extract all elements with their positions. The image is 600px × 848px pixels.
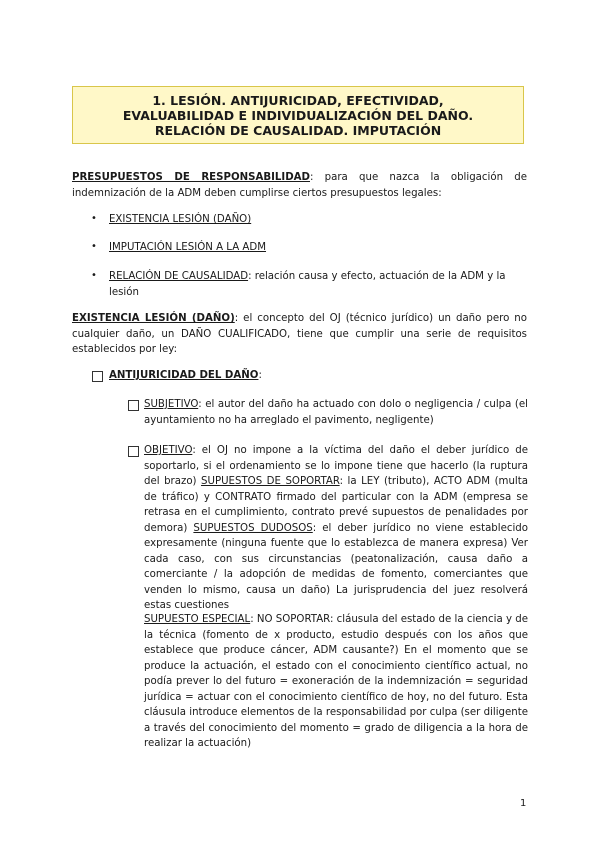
bullet-dot: •: [91, 270, 97, 281]
presupuestos-heading: PRESUPUESTOS DE RESPONSABILIDAD: [72, 172, 310, 183]
bullet-dot: •: [91, 241, 97, 252]
especial-paragraph: [144, 612, 528, 752]
checkbox-icon: [92, 371, 103, 382]
objetivo-text-2: : la LEY (tributo), ACTO ADM (multa de tráfico) y CONTRATO firmado del particular con la ADM (empresa se retrasa en el cumplimiento, contrato prevé supuestos de penalidades por demora): [144, 476, 528, 534]
page-number: 1: [520, 798, 527, 809]
subjetivo-label: SUBJETIVO: [144, 399, 199, 410]
bullet-item-existencia: [109, 212, 529, 228]
bullet-text: : relación causa y efecto, actuación de la ADM y la lesión: [109, 271, 506, 298]
presupuestos-paragraph: [72, 170, 527, 201]
title-box: [72, 86, 524, 144]
bullet-dot: •: [91, 213, 97, 224]
checkbox-icon: [128, 400, 139, 411]
checkbox-icon: [128, 446, 139, 457]
objetivo-paragraph: [144, 443, 528, 614]
bullet-label: EXISTENCIA LESIÓN (DAÑO): [109, 214, 252, 225]
presupuestos-text: : para que nazca la obligación de indemnización de la ADM deben cumplirse ciertos presupuestos legales:: [72, 172, 527, 199]
supuestos-dudosos-label: SUPUESTOS DUDOSOS: [193, 522, 313, 534]
existencia-paragraph: [72, 311, 527, 358]
existencia-text: : el concepto del OJ (técnico jurídico) un daño pero no cualquier daño, un DAÑO CUALIFICADO, tiene que cumplir una serie de requisitos establecidos por ley:: [72, 313, 527, 355]
especial-label: SUPUESTO ESPECIAL: [144, 614, 251, 625]
antijuricidad-colon: :: [258, 370, 262, 381]
title-line-1: 1. LESIÓN. ANTIJURICIDAD, EFECTIVIDAD,: [152, 93, 444, 108]
supuestos-soportar-label: SUPUESTOS DE SOPORTAR: [201, 476, 340, 487]
bullet-item-imputacion: [109, 240, 529, 256]
title-line-3: RELACIÓN DE CAUSALIDAD. IMPUTACIÓN: [154, 123, 442, 138]
subjetivo-paragraph: [144, 397, 528, 428]
subjetivo-text: : el autor del daño ha actuado con dolo o negligencia / culpa (el ayuntamiento no ha arreglado el pavimento, negligente): [144, 399, 528, 426]
bullet-label: RELACIÓN DE CAUSALIDAD: [109, 271, 249, 282]
antijuricidad-heading: ANTIJURICIDAD DEL DAÑO: [109, 370, 259, 381]
existencia-heading: EXISTENCIA LESIÓN (DAÑO): [72, 313, 235, 324]
especial-text: : NO SOPORTAR: cláusula del estado de la ciencia y de la técnica (fomento de x producto, estudio después con los años que establece que produce cáncer, ADM causante?) En el momento que se produce la actuación, el estado con el conocimiento científico actual, no podía prever lo del futuro = exoneración de la indemnización = seguridad jurídica = actuar con el conocimiento científico de hoy, no del futuro. Esta cláusula introduce elementos de la responsabilidad por culpa (ser diligente a través del conocimiento del momento = grado de diligencia a la hora de realizar la actuación): [144, 614, 528, 749]
objetivo-text-3: : el deber jurídico no viene establecido expresamente (ninguna fuente que lo establezca de manera expresa) Ver cada caso, con sus circunstancias (peatonalización, causa daño a comerciante / la adopción de medidas de fomento, comerciantes que venden lo mismo, causa un daño) La jurisprudencia del juez resolverá estas cuestiones: [144, 522, 529, 611]
bullet-label: IMPUTACIÓN LESIÓN A LA ADM: [109, 242, 267, 253]
objetivo-text-1: : el OJ no impone a la víctima del daño el deber jurídico de soportarlo, si el ordenamiento se lo impone tiene que hacerlo (la ruptura del brazo): [144, 445, 528, 487]
title-line-2: EVALUABILIDAD E INDIVIDUALIZACIÓN DEL DAÑO.: [122, 108, 474, 123]
antijuricidad-heading-line: [109, 368, 509, 384]
bullet-item-causalidad: [109, 269, 529, 300]
objetivo-label: OBJETIVO: [144, 445, 193, 456]
